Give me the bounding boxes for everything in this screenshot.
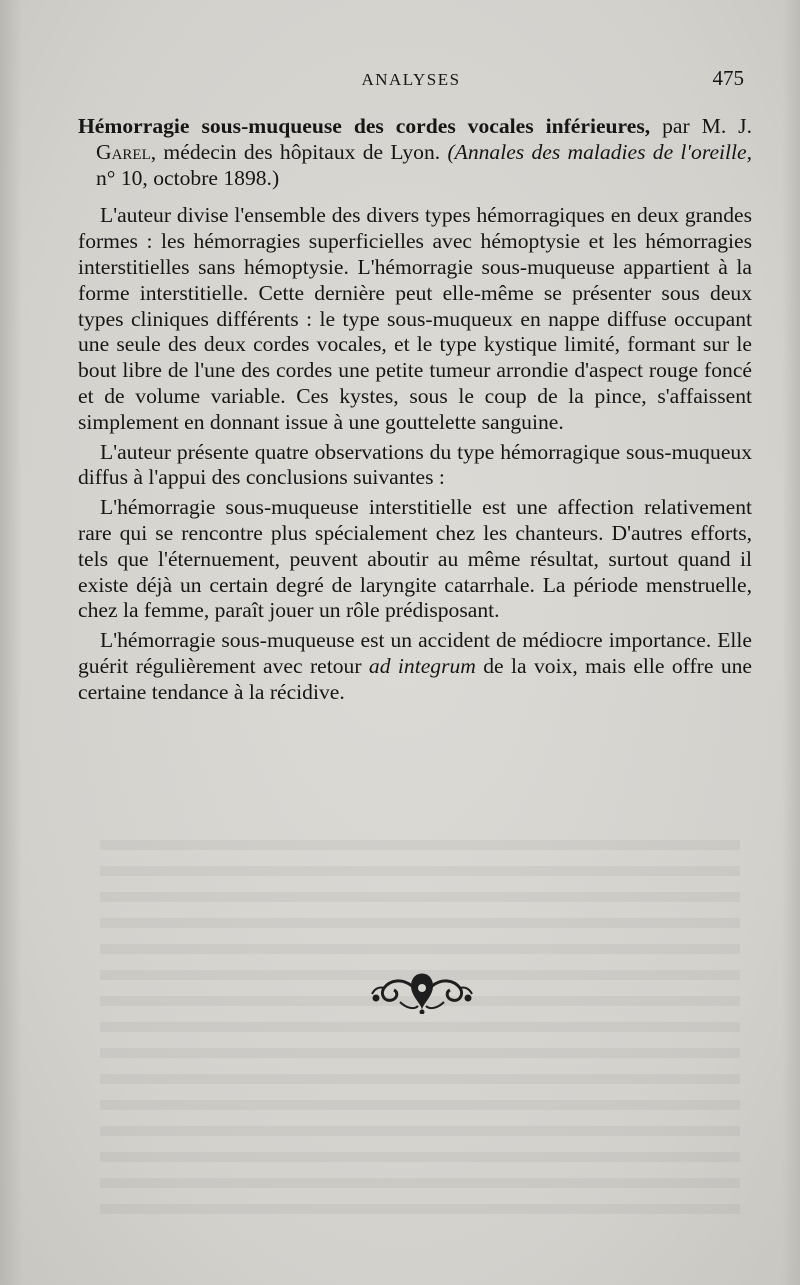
article-body xyxy=(78,114,752,706)
article-heading xyxy=(78,114,752,191)
paragraph-4-text-b: de la voix, mais elle offre une certaine tendance à la récidive. xyxy=(78,653,752,704)
citation-details: n° 10, octobre 1898.) xyxy=(96,165,280,190)
paragraph-4-text-a: L'hémorragie sous-muqueuse est un accident de médiocre importance. Elle guérit régulièrement avec retour xyxy=(78,628,752,678)
running-head: ANALYSES xyxy=(361,70,461,89)
tailpiece-ornament-icon xyxy=(370,968,474,1014)
paragraph-1: L'auteur divise l'ensemble des divers types hémorragiques en deux grandes formes : les hémorragies superficielles avec hémoptysie et les hémorragies interstitielles sans hémoptysie. L'hémorragie sous-muqueuse appartient à la forme interstitielle. Cette dernière peut elle-même se présenter sous deux types cliniques différents : le type sous-muqueux en nappe diffuse occupant une seule des deux cordes vocales, et le type kystique limité, formant sur le bout libre de l'une des cordes une petite tumeur arrondie d'aspect rouge foncé et de volume variable. Ces kystes, sous le coup de la pince, s'affaissent simplement en donnant issue à une gouttelette sanguine. xyxy=(78,203,752,434)
byline-suffix: , médecin des hôpitaux de Lyon. xyxy=(150,139,448,164)
paragraph-4 xyxy=(78,628,752,705)
page-number: 475 xyxy=(712,66,744,90)
page-edge-shadow-right xyxy=(782,0,800,1285)
bleed-through-texture xyxy=(100,840,740,1220)
citation-journal: (Annales des maladies de l'oreille, xyxy=(447,139,753,164)
paragraph-2: L'auteur présente quatre observations du type hémorragique sous-muqueux diffus à l'appui des conclusions suivantes : xyxy=(78,439,752,490)
paragraph-3: L'hémorragie sous-muqueuse interstitielle est une affection relativement rare qui se rencontre plus spécialement chez les chanteurs. D'autres efforts, tels que l'éternuement, peuvent aboutir au même résultat, surtout quand il existe déjà un certain degré de laryngite catarrhale. La période menstruelle, chez la femme, paraît jouer un rôle prédisposant. xyxy=(78,495,752,623)
byline-prefix: par M. J. xyxy=(662,114,752,138)
page-header xyxy=(78,66,744,96)
paragraph-4-italic: ad integrum xyxy=(368,653,476,678)
author-name: Garel xyxy=(96,139,151,164)
page-edge-shadow-left xyxy=(0,0,22,1285)
article-title: Hémorragie sous-muqueuse des cordes vocales inférieures, xyxy=(78,114,651,138)
